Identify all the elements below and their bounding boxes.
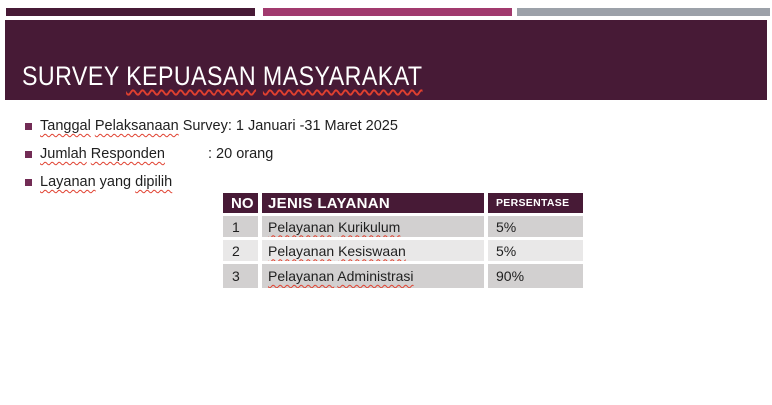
misspelled-word: Kesiswaan (338, 242, 406, 259)
bullet-item-tanggal-pelaksanaan (25, 117, 725, 135)
col-header-no: NO (223, 193, 262, 216)
bullet-rest-text: Survey: 1 Januari -31 Maret 2025 (178, 118, 398, 134)
col-header-jenis: JENIS LAYANAN (262, 193, 488, 216)
bullet-text (40, 145, 273, 163)
cell-persentase: 90% (488, 264, 583, 288)
layanan-table (223, 193, 583, 288)
col-header-persentase: PERSENTASE (488, 193, 583, 216)
bullet-text (40, 117, 398, 135)
misspelled-word: Responden (90, 146, 165, 162)
misspelled-word: Pelayanan (268, 268, 335, 284)
cell-persentase: 5% (488, 240, 583, 264)
misspelled-word: Pelayanan (268, 218, 335, 235)
bullet-item-jumlah-responden (25, 145, 725, 163)
accent-bar-gray (517, 8, 770, 16)
title-word: SURVEY (22, 61, 120, 91)
misspelled-word: Pelayanan (268, 242, 335, 259)
cell-no: 3 (223, 264, 262, 288)
bullet-square-icon (25, 179, 32, 186)
title-word-misspelled: KEPUASAN (126, 61, 257, 91)
misspelled-word: dipilih (135, 174, 173, 190)
bullet-value: : 20 orang (208, 146, 274, 162)
table-row (223, 264, 583, 288)
slide-title (22, 61, 423, 92)
misspelled-word: Administrasi (337, 268, 414, 284)
misspelled-word: Pelaksanaan (94, 118, 179, 134)
table-row (223, 240, 583, 264)
title-word-misspelled: MASYARAKAT (262, 61, 423, 91)
cell-jenis (262, 240, 488, 264)
accent-bar-magenta (263, 8, 512, 16)
cell-no: 2 (223, 240, 262, 264)
bullet-item-layanan-dipilih (25, 173, 725, 191)
bullet-label (40, 145, 208, 163)
bullet-mid-text: yang (95, 174, 136, 190)
misspelled-word: Tanggal (40, 118, 91, 134)
cell-persentase: 5% (488, 216, 583, 240)
misspelled-word: Jumlah (40, 146, 87, 162)
table-header-row (223, 193, 583, 216)
misspelled-word: Layanan (40, 174, 96, 190)
bullet-square-icon (25, 123, 32, 130)
title-band (5, 20, 767, 100)
misspelled-word: Kurikulum (338, 218, 401, 235)
bullet-square-icon (25, 151, 32, 158)
cell-no: 1 (223, 216, 262, 240)
bullet-text (40, 173, 172, 191)
bullet-list (25, 117, 725, 201)
accent-bar-maroon (6, 8, 255, 16)
cell-jenis (262, 216, 488, 240)
cell-jenis (262, 264, 488, 288)
table-row (223, 216, 583, 240)
